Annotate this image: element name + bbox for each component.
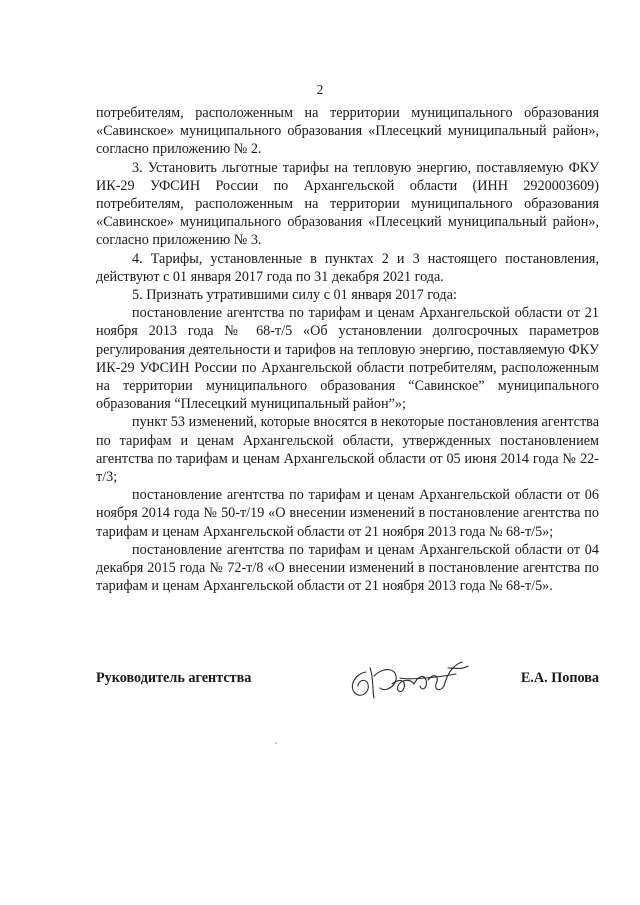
signatory-title: Руководитель агентства (96, 670, 252, 686)
paragraph-item-5: 5. Признать утратившими силу с 01 января 2017 года: (132, 287, 457, 304)
paragraph-item-4: 4. Тарифы, установленные в пунктах 2 и 3 настоящего постановления, действуют с 01 января 2017 года по 31 декабря 2021 года. (96, 250, 599, 285)
page-number: 2 (316, 82, 324, 97)
scan-speck (275, 742, 277, 744)
paragraph-repealed-2: пункт 53 изменений, которые вносятся в некоторые постановления агентства по тарифам и ценам Архангельской области, утвержденных постановлением агентства по тарифам и ценам Архангельской области от 05 июня 2014 года № 22-т/3; (96, 414, 599, 486)
paragraph-item-3: 3. Установить льготные тарифы на тепловую энергию, поставляемую ФКУ ИК-29 УФСИН России по Архангельской области (ИНН 2920003609) потребителям, расположенным на территории муниципального образования «Савинское» муниципального образования «Плесецкий муниципальный район», согласно приложению № 3. (96, 159, 599, 249)
paragraph-repealed-1: постановление агентства по тарифам и ценам Архангельской области от 21 ноября 2013 года № 68-т/5 «Об установлении долгосрочных параметров регулирования деятельности и тарифов на тепловую энергию, поставляемую ФКУ ИК-29 УФСИН России по Архангельской области потребителям, расположенным на территории муниципального образования “Савинское” муниципального образования “Плесецкий муниципальный район”»; (96, 305, 599, 413)
signatory-name: Е.А. Попова (520, 670, 599, 686)
paragraph-repealed-3: постановление агентства по тарифам и ценам Архангельской области от 06 ноября 2014 года № 50-т/19 «О внесении изменений в постановление агентства по тарифам и ценам Архангельской области от 21 ноября 2013 года № 68-т/5»; (96, 487, 599, 540)
paragraph-repealed-4: постановление агентства по тарифам и ценам Архангельской области от 04 декабря 2015 года № 72-т/8 «О внесении изменений в постановление агентства по тарифам и ценам Архангельской области от 21 ноября 2013 года № 68-т/5». (96, 541, 599, 595)
paragraph-continuation: потребителям, расположенным на территории муниципального образования «Савинское» муниципального образования «Плесецкий муниципальный район», согласно приложению № 2. (96, 105, 599, 158)
document-body (96, 104, 599, 595)
signature-block (96, 658, 599, 708)
handwritten-signature (344, 658, 474, 702)
